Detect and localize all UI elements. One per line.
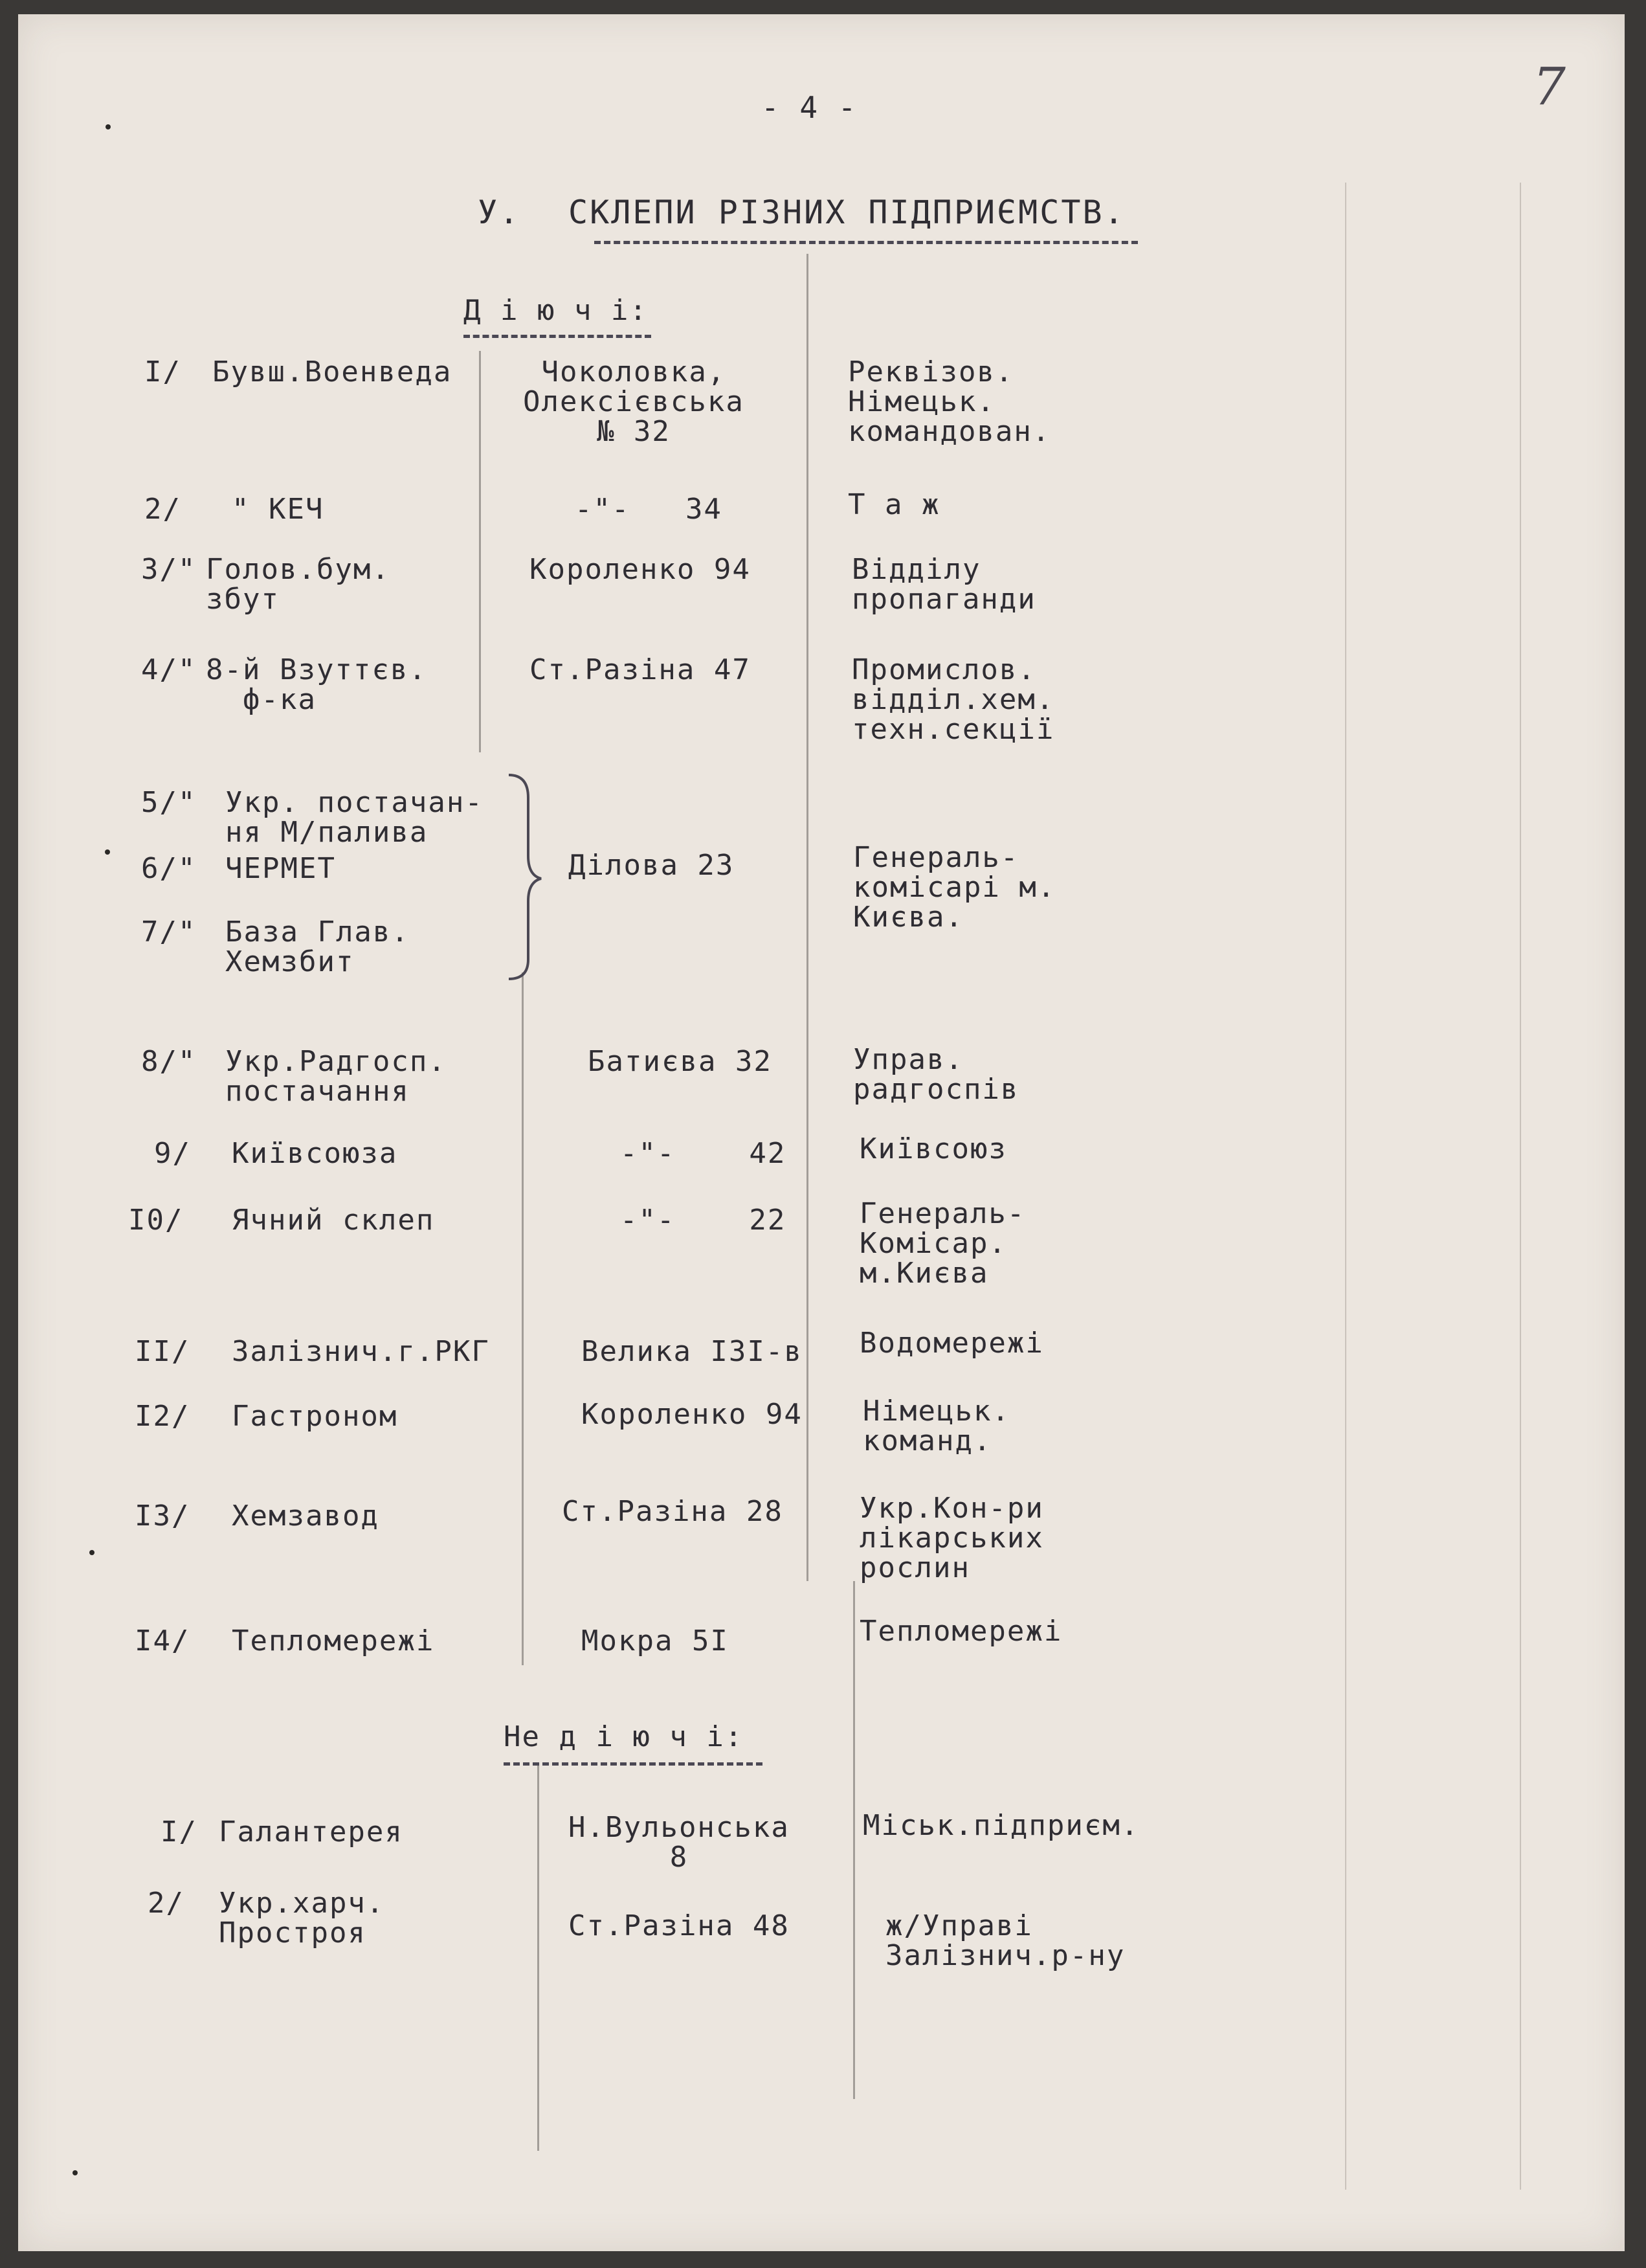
row-owner: Генераль- Комісар. м.Києва [860, 1197, 1026, 1290]
ink-speck [106, 124, 111, 129]
row-owner: Генераль- комісарі м. Києва. [853, 841, 1056, 934]
inactive-row-owner: ж/Управі Залізнич.р-ну [885, 1909, 1126, 1973]
section-title: СКЛЕПИ РІЗНИХ ПІДПРИЄМСТВ. [568, 194, 1126, 231]
row-number: I4/ [135, 1624, 190, 1657]
row-number: 9/ [154, 1137, 191, 1170]
row-owner: Тепломережі [860, 1615, 1063, 1648]
row-name: 8-й Взуттєв. ф-ка [206, 653, 427, 717]
row-name: Хемзавод [232, 1499, 379, 1533]
pencil-column-line [537, 1762, 539, 2151]
inactive-row-address: Ст.Разіна 48 [568, 1909, 790, 1942]
margin-rule [1520, 183, 1521, 2190]
ink-speck [105, 849, 110, 855]
pencil-column-line [522, 972, 524, 1665]
row-address: Короленко 94 [581, 1398, 803, 1431]
row-owner: Управ. радгоспів [853, 1043, 1019, 1106]
document-page [18, 14, 1625, 2251]
row-address: Мокра 5I [581, 1624, 729, 1657]
inactive-row-number: I/ [161, 1815, 197, 1848]
row-address: Ст.Разіна 28 [562, 1495, 783, 1528]
row-name: " КЕЧ [232, 493, 324, 526]
section-title-underline [594, 241, 1138, 244]
row-name: Бувш.Военведа [212, 355, 452, 388]
row-number: 2/ [144, 493, 181, 526]
row-address: Велика I3I-в [581, 1335, 803, 1368]
row-name: Залізнич.г.РКГ [232, 1335, 490, 1368]
row-address: -"- 42 [620, 1137, 786, 1170]
inactive-row-name: Галантерея [219, 1815, 403, 1848]
inactive-heading-underline [504, 1762, 762, 1766]
sheet-number: 7 [1533, 56, 1567, 117]
row-number: 4/" [141, 653, 197, 686]
row-number: I0/ [128, 1204, 184, 1237]
row-owner: Т а ж [848, 488, 940, 521]
pencil-column-line [853, 1581, 855, 2099]
row-number: I2/ [135, 1400, 190, 1433]
row-address: -"- 22 [620, 1204, 786, 1237]
row-name: Тепломережі [232, 1624, 435, 1657]
row-address: Чоколовка, Олексієвська № 32 [523, 355, 744, 449]
row-number: 8/" [141, 1045, 197, 1078]
row-name: Ячний склеп [232, 1204, 435, 1237]
ink-speck [89, 1550, 95, 1555]
row-name: Укр. постачан- ня М/палива [225, 786, 484, 849]
row-name: ЧЕРМЕТ [225, 852, 336, 885]
row-name: Укр.Радгосп. постачання [225, 1045, 447, 1108]
row-owner: Німецьк. команд. [863, 1395, 1010, 1458]
row-name: Гастроном [232, 1400, 398, 1433]
row-number: 5/" [141, 786, 197, 819]
row-address: Ст.Разіна 47 [529, 653, 751, 686]
ink-speck [72, 2170, 78, 2175]
active-heading: Д і ю ч і: [463, 294, 648, 327]
row-owner: Укр.Кон-ри лікарських рослин [860, 1492, 1044, 1585]
brace-bracket [502, 772, 548, 985]
row-number: 6/" [141, 852, 197, 885]
inactive-row-address: Н.Вульонська 8 [568, 1811, 790, 1874]
row-owner: Відділу пропаганди [852, 553, 1036, 616]
row-name: База Глав. Хемзбит [225, 915, 410, 979]
page-number: - 4 - [761, 90, 858, 125]
row-owner: Водомережі [860, 1327, 1044, 1360]
row-address: Ділова 23 [568, 849, 735, 882]
row-address: Батиєва 32 [588, 1045, 772, 1078]
row-number: I3/ [135, 1499, 190, 1533]
margin-rule [1345, 183, 1346, 2190]
row-owner: Промислов. відділ.хем. техн.секції [852, 653, 1055, 747]
row-number: II/ [135, 1335, 190, 1368]
row-number: I/ [144, 355, 181, 388]
row-address: Короленко 94 [529, 553, 751, 586]
row-number: 3/" [141, 553, 197, 586]
inactive-heading: Не д і ю ч і: [504, 1720, 744, 1753]
active-heading-underline [463, 335, 651, 338]
pencil-column-line [479, 351, 481, 752]
inactive-row-name: Укр.харч. Простроя [219, 1887, 385, 1950]
inactive-row-number: 2/ [148, 1887, 184, 1920]
row-address: -"- 34 [575, 493, 722, 526]
row-owner: Реквізов. Німецьк. командован. [848, 355, 1051, 449]
section-numeral: У. [478, 194, 521, 231]
row-number: 7/" [141, 915, 197, 949]
row-owner: Київсоюз [860, 1132, 1007, 1165]
pencil-column-line [806, 254, 808, 1581]
row-name: Голов.бум. збут [206, 553, 390, 616]
row-name: Київсоюза [232, 1137, 398, 1170]
inactive-row-owner: Міськ.підприєм. [863, 1809, 1140, 1842]
